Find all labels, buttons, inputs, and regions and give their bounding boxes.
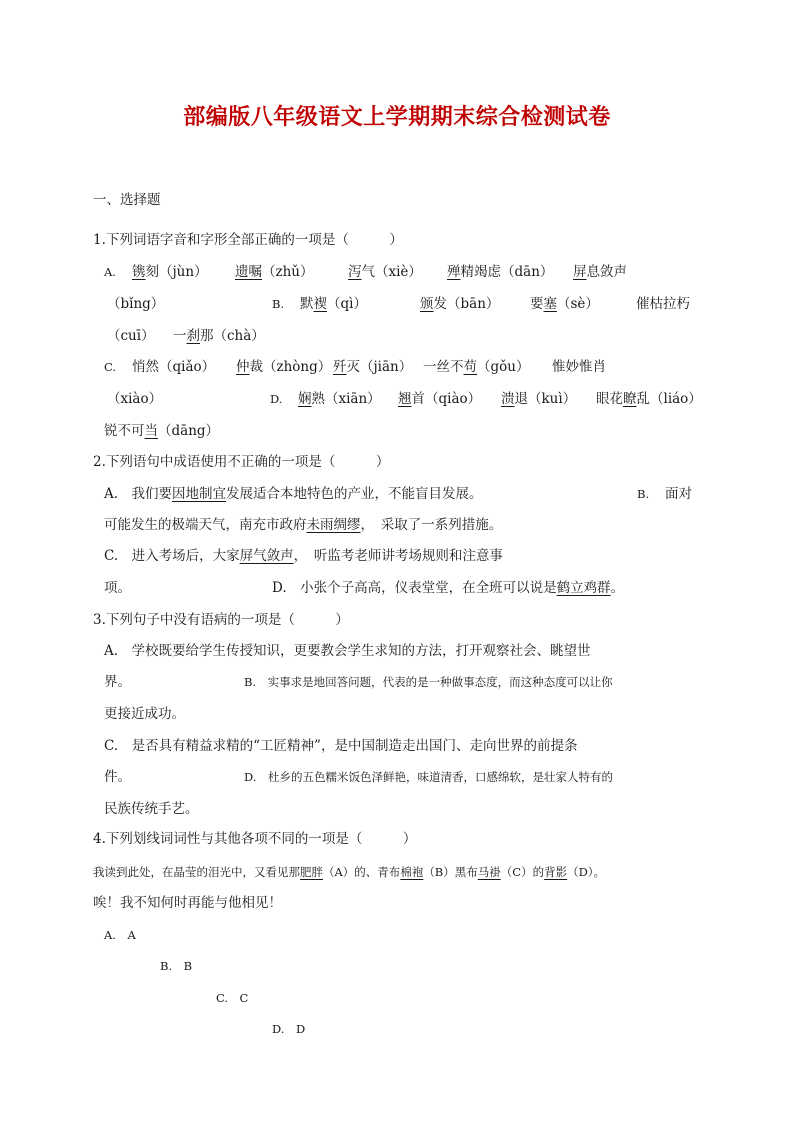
q1-c-item1: 悄然（qiǎo） — [132, 359, 216, 375]
q1-option-a-letter: A. — [104, 265, 116, 279]
q1-c-item4: 一丝不苟（gǒu） — [423, 359, 530, 375]
q3-option-b: B. 实事求是地回答问题，代表的是一种做事态度，而这种态度可以让你 — [244, 675, 613, 689]
q1-a-item1: 镌刻（jùn） — [132, 264, 208, 280]
q1-c-item3: 歼灭（jiān） — [333, 359, 413, 375]
q1-d-item1: 娴熟（xiān） — [298, 391, 381, 407]
q1-c-item2: 仲裁（zhòng） — [236, 359, 332, 375]
q4-option-d: D. D — [272, 1022, 306, 1036]
section-heading: 一、选择题 — [93, 192, 161, 208]
q3-option-a-end: 界。 — [104, 674, 131, 690]
q1-a-item3: 泻气（xiè） — [348, 264, 422, 280]
q4-option-b: B. B — [160, 959, 193, 973]
q2-option-b-letter: B. — [637, 487, 650, 501]
q1-c-item5: 惟妙惟肖 — [552, 359, 606, 375]
q3-option-c-end: 件。 — [104, 769, 131, 785]
q4-stem: 4.下列划线词词性与其他各项不同的一项是（ ） — [93, 831, 417, 847]
q1-b-item2: 颁发（bān） — [420, 296, 500, 312]
q2-option-b-start: 面对 — [665, 486, 692, 502]
q1-option-c-letter: C. — [104, 360, 117, 374]
q1-a-item2: 遗嘱（zhǔ） — [235, 264, 314, 280]
q3-option-d: D. 杜乡的五色糯米饭色泽鲜艳，味道清香，口感绵软，是壮家人特有的 — [244, 770, 613, 784]
q3-stem: 3.下列句子中没有语病的一项是（ ） — [93, 612, 349, 628]
q2-stem: 2.下列语句中成语使用不正确的一项是（ ） — [93, 454, 390, 470]
page-title: 部编版八年级语文上学期期末综合检测试卷 — [183, 104, 611, 130]
q4-passage-line2: 唉！我不知何时再能与他相见！ — [93, 895, 282, 911]
q1-option-d-letter: D. — [270, 392, 283, 406]
q4-option-c: C. C — [216, 991, 249, 1005]
q1-b-item5: 一刹那（chà） — [173, 328, 265, 344]
q1-d-item4: 眼花瞭乱（liáo） — [596, 391, 702, 407]
q1-c-item5-pinyin: （xiào） — [107, 391, 163, 407]
q1-a-item5: 屏息敛声 — [573, 264, 627, 280]
q2-option-c: C. 进入考场后，大家屏气敛声， 听监考老师讲考场规则和注意事 — [104, 548, 503, 564]
q2-option-b: 可能发生的极端天气，南充市政府未雨绸缪， 采取了一系列措施。 — [104, 517, 503, 533]
q4-option-a: A. A — [104, 928, 136, 942]
q1-a-item4: 殚精竭虑（dān） — [447, 264, 554, 280]
q1-d-item2: 翘首（qiào） — [398, 391, 482, 407]
q1-b-item3: 要塞（sè） — [530, 296, 599, 312]
q1-b-item4-pinyin: （cuī） — [107, 328, 155, 344]
q3-option-a: A. 学校既要给学生传授知识，更要教会学生求知的方法，打开观察社会、眺望世 — [104, 643, 591, 659]
q3-option-c: C. 是否具有精益求精的“工匠精神”，是中国制造走出国门、走向世界的前提条 — [104, 738, 578, 754]
q2-option-c-end: 项。 — [104, 580, 131, 596]
q2-option-d: D. 小张个子高高，仪表堂堂，在全班可以说是鹤立鸡群。 — [272, 580, 625, 596]
q2-option-a: A. 我们要因地制宜发展适合本地特色的产业，不能盲目发展。 — [104, 486, 483, 502]
q1-d-item3: 溃退（kuì） — [501, 391, 577, 407]
q4-passage-line1: 我读到此处，在晶莹的泪光中，又看见那肥胖（A）的、青布棉袍（B）黑布马褂（C）的背影（D）。 — [93, 865, 606, 879]
q3-option-d-end: 民族传统手艺。 — [104, 801, 199, 817]
q1-b-item4: 催枯拉朽 — [636, 296, 690, 312]
q3-option-b-end: 更接近成功。 — [104, 706, 185, 722]
q1-b-item1: 默褉（qì） — [300, 296, 367, 312]
q1-a-item5-pinyin: （bǐng） — [107, 296, 165, 312]
q1-stem: 1.下列词语字音和字形全部正确的一项是（ ） — [93, 232, 403, 248]
q1-d-item5: 锐不可当（dāng） — [104, 423, 220, 439]
q1-option-b-letter: B. — [272, 297, 285, 311]
